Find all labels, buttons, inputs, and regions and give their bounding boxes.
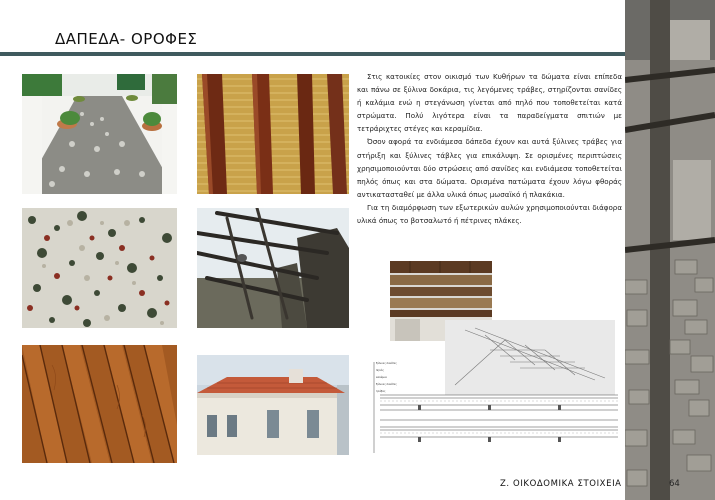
drawing-label-5: τράβες <box>376 390 386 393</box>
section-drawing <box>360 355 618 460</box>
photo-mosaic-floor <box>22 208 177 328</box>
photo-pebble-courtyard <box>22 74 177 194</box>
drawing-label-2: πηλός <box>376 369 384 372</box>
page-title: ΔΑΠΕΔΑ- ΟΡΟΦΕΣ <box>55 30 198 48</box>
footer-section-title: Ζ. ΟΙΚΟΔΟΜΙΚΑ ΣΤΟΙΧΕΙΑ <box>500 479 622 489</box>
paragraph-courtyards: Για τη διαμόρφωση των εξωτερικών αυλών χρησιμοποιούνται διάφορα υλικά όπως το βοτσαλωτό ή πέτρινες πλάκες. <box>357 202 622 226</box>
drawing-label-4: ξύλινες σανίδες <box>376 383 397 386</box>
paragraph-floors: Όσον αφορά τα ενδιάμεσα δάπεδα έχουν και αυτά ξύλινες τράβες για στήριξη και ξύλινες τάβλες για επικάλυψη. Σε ορισμένες περιπτώσεις χρησιμοποιούνται δύο στρώσεις από σανίδες και ενδιάμεσα τοποθετείται πηλός όπως και στα δώματα. Ορισμένα πατώματα έχουν λόγω φθοράς αντικατασταθεί με άλλα υλικά όπως μωσαϊκό ή πλακάκια. <box>357 137 622 199</box>
paragraph-roofs: Στις κατοικίες στον οικισμό των Κυθήρων τα δώματα είναι επίπεδα και πάνω σε ξύλινα δοκάρια, τις λεγόμενες τράβες, στηρίζονται σανίδες ή καλάμια ενώ η στεγάνωση γίνεται από πηλό που τοποθετείται κατά στρώματα. Πολύ λιγότερα είναι τα παραδείγματα σπιτιών με τετράριχτες στέγες και κεραμίδια. <box>357 72 622 134</box>
body-text <box>357 70 622 227</box>
photo-reed-ceiling <box>197 74 349 194</box>
drawing-label-3: καλάμια <box>376 376 387 379</box>
photo-tiled-roof-house <box>197 355 349 455</box>
title-rule <box>0 52 625 56</box>
page-number: 64 <box>669 479 680 489</box>
side-photo-stone-ruin <box>625 0 715 500</box>
photo-wood-floor <box>22 345 177 463</box>
drawing-label-1: ξύλινες σανίδες <box>376 362 397 365</box>
photo-roof-beams <box>197 208 349 328</box>
